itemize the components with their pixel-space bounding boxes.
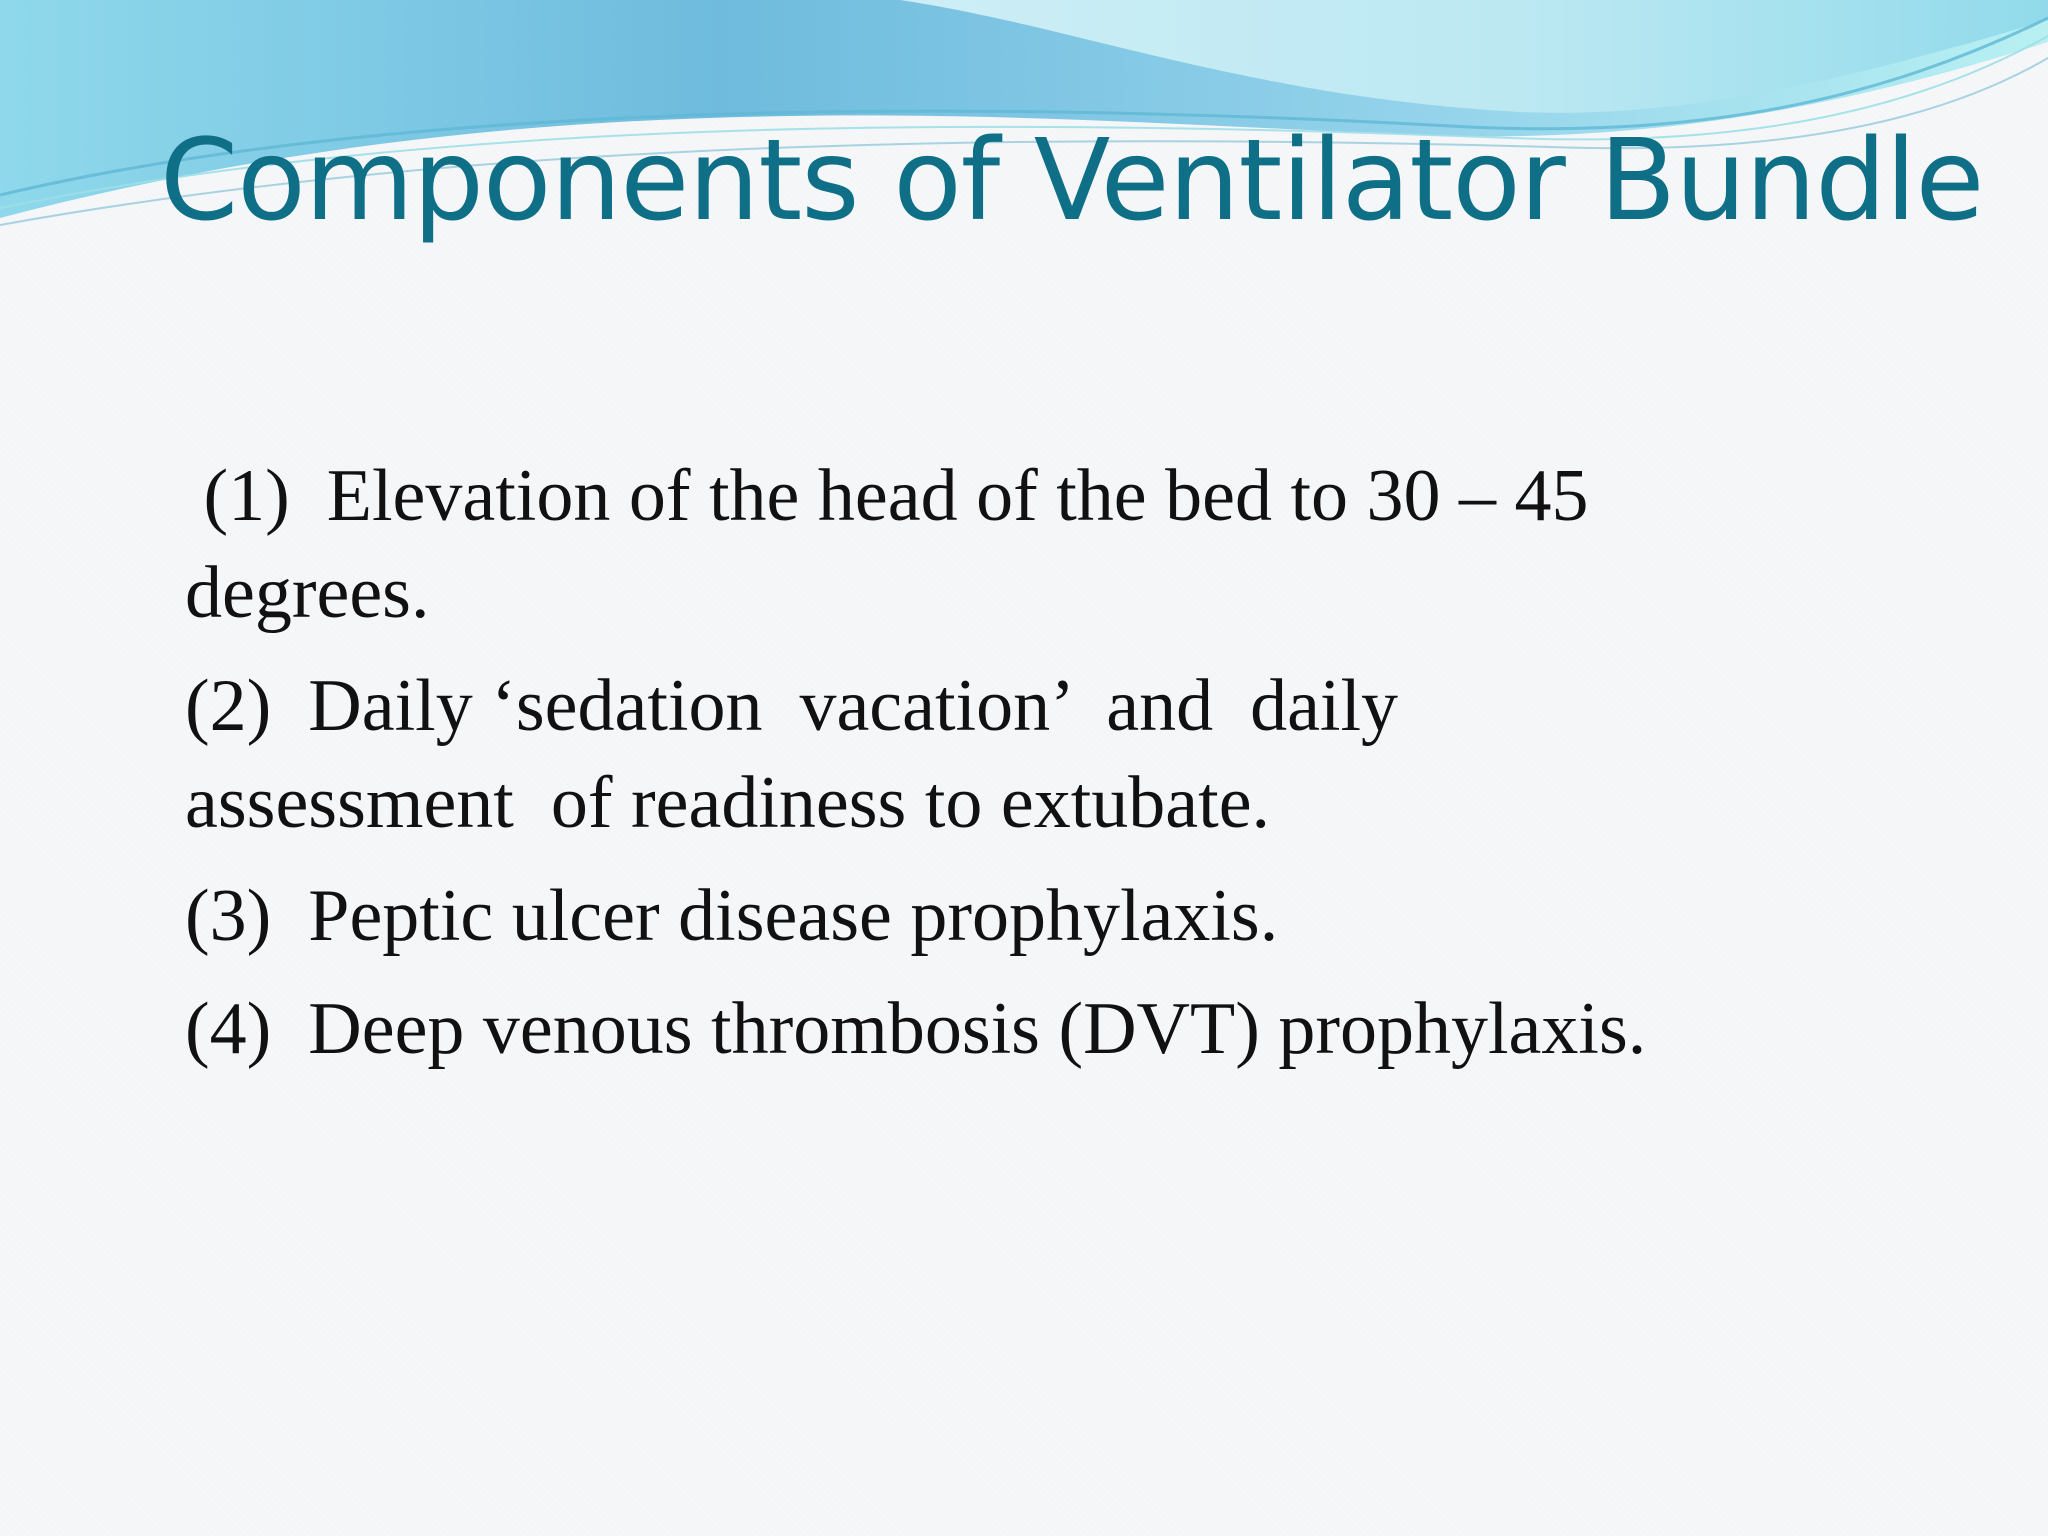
- list-item-4-line-1: (4) Deep venous thrombosis (DVT) prophylaxis.: [185, 988, 1647, 1070]
- list-item-3-line-1: (3) Peptic ulcer disease prophylaxis.: [185, 875, 1279, 957]
- list-item-1: [185, 448, 1885, 642]
- list-item-4: [185, 981, 1885, 1078]
- list-item-1-line-1: (1) Elevation of the head of the bed to 30 – 45: [185, 455, 1589, 537]
- list-item-1-line-2: degrees.: [185, 552, 430, 634]
- list-item-2-line-2: assessment of readiness to extubate.: [185, 762, 1271, 844]
- page-title: Components of Ventilator Bundle: [160, 116, 1984, 246]
- bullet-list: [185, 448, 1885, 1094]
- list-item-3: [185, 868, 1885, 965]
- list-item-2: [185, 658, 1885, 852]
- list-item-2-line-1: (2) Daily ‘sedation vacation’ and daily: [185, 665, 1399, 747]
